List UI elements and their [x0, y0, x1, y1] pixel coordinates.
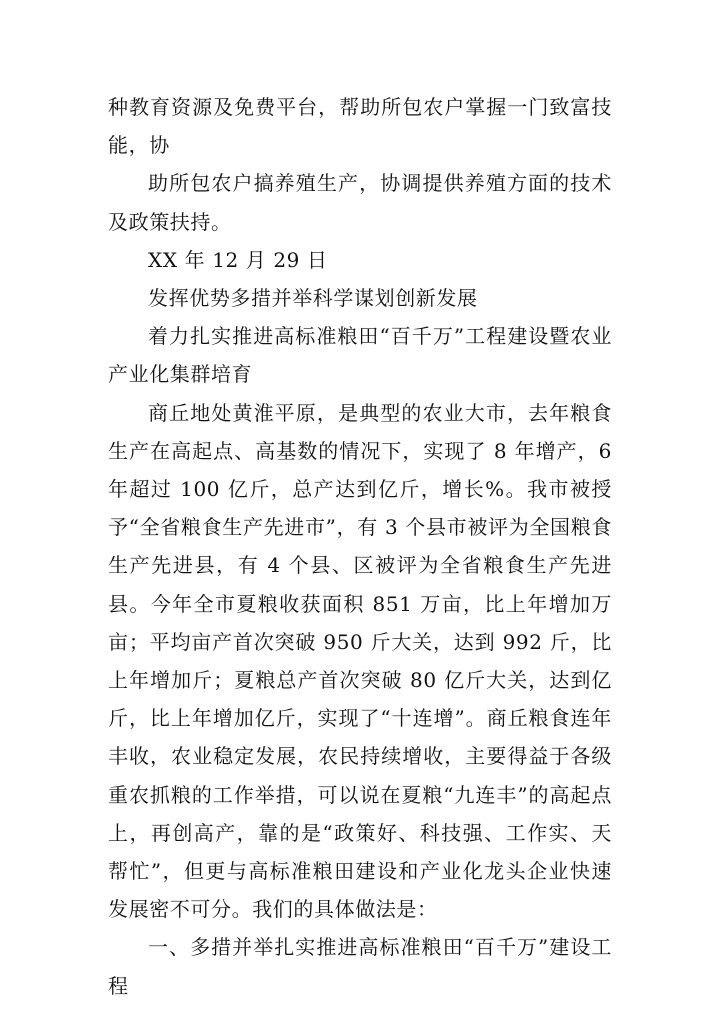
paragraph-section-title: 一、多措并举扎实推进高标准粮田“百千万”建设工程: [108, 935, 612, 998]
paragraph-main: 商丘地处黄淮平原，是典型的农业大市，去年粮食生产在高起点、高基数的情况下，实现了 8 年增产，6 年超过 100 亿斤，总产达到亿斤，增长%。我市被授予“全省粮食生产先进市”，有 3 个县市被评为全国粮食生产先进县，有 4 个县、区被评为全省粮食生产先进县。今年全市夏粮收获面积 851 万亩，比上年增加万亩；平均亩产首次突破 950 斤大关，达到 992 斤，比上年增加斤；夏粮总产首次突破 80 亿斤大关，达到亿斤，比上年增加亿斤，实现了“十连增”。商丘粮食连年丰收，农业稳定发展，农民持续增收，主要得益于各级重农抓粮的工作举措，可以说在夏粮“九连丰”的高起点上，再创高产，靠的是“政策好、科技强、工作实、天帮忙”，但更与高标准粮田建设和产业化龙头企业快速发展密不可分。我们的具体做法是：: [108, 400, 612, 922]
paragraph-date: XX 年 12 月 29 日: [148, 247, 328, 272]
paragraph-support: 助所包农户搞养殖生产，协调提供养殖方面的技术及政策扶持。: [108, 171, 612, 234]
paragraph-heading: 发挥优势多措并举科学谋划创新发展: [148, 286, 478, 311]
document-body: [108, 88, 612, 1005]
paragraph-subheading: 着力扎实推进高标准粮田“百千万”工程建设暨农业产业化集群培育: [108, 324, 612, 387]
paragraph-continuation: 种教育资源及免费平台，帮助所包农户掌握一门致富技能，协: [108, 95, 612, 158]
